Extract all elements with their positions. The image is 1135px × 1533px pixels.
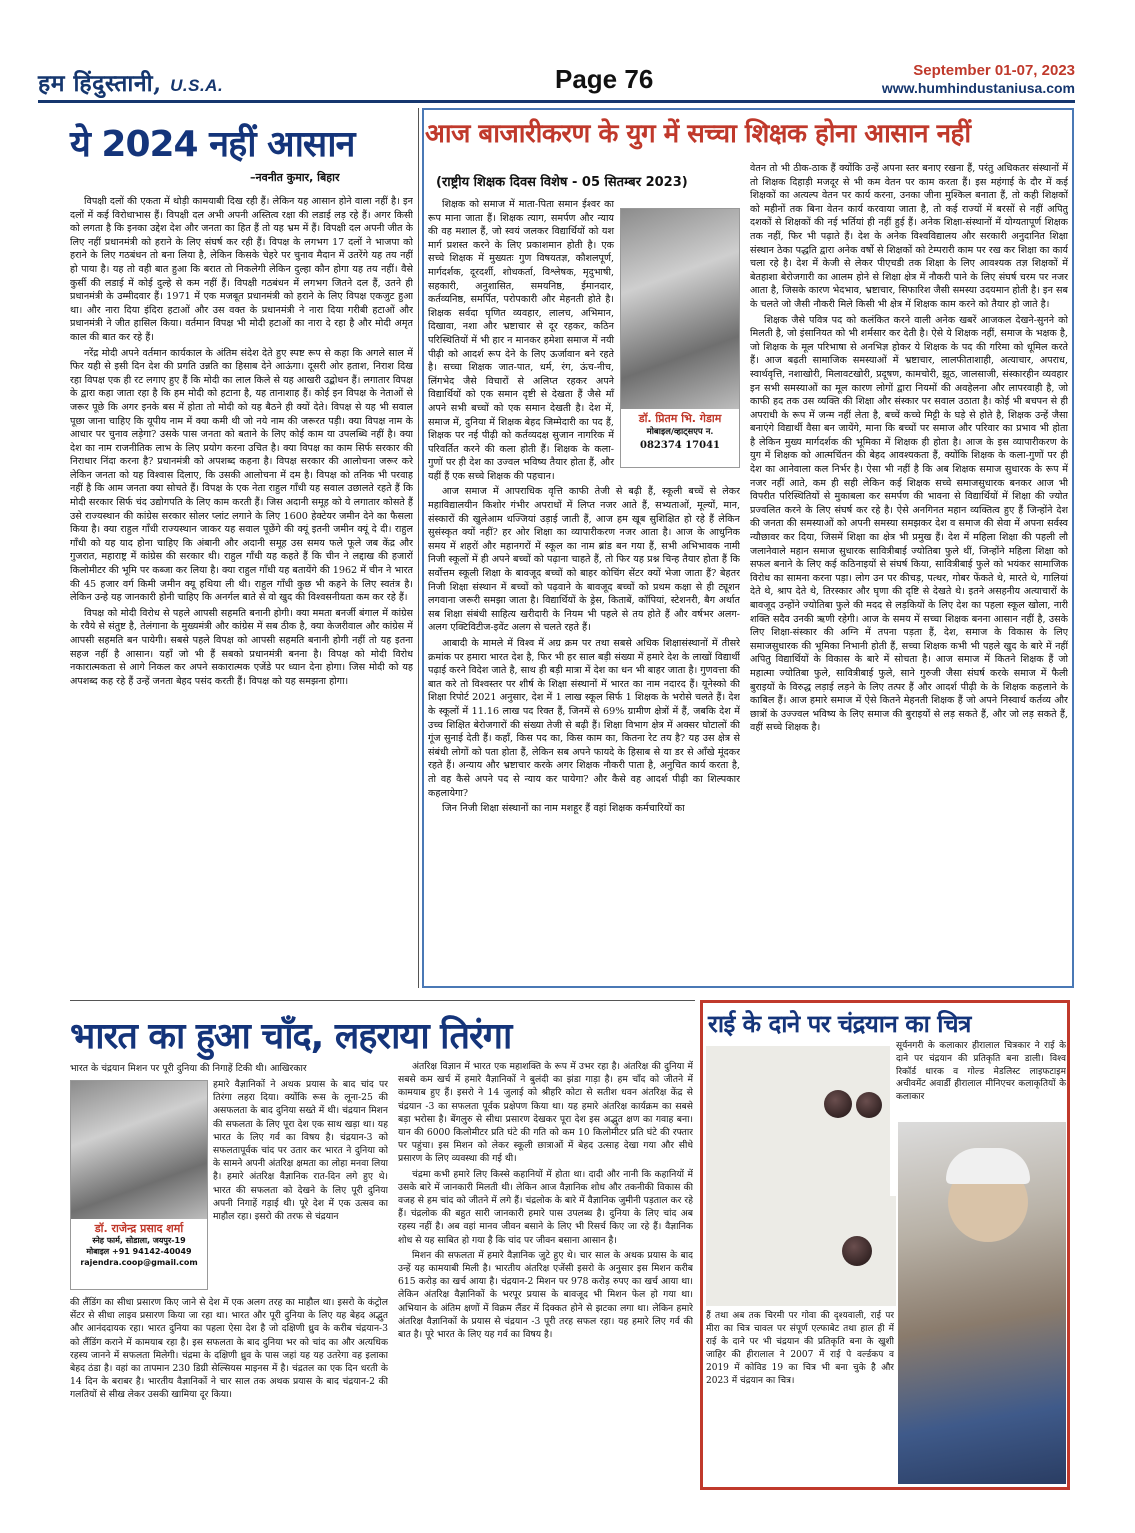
artist-hair xyxy=(946,1148,1030,1184)
author2-mobile: मोबाइल +91 94142-40049 xyxy=(86,1247,192,1256)
column-divider xyxy=(418,108,419,988)
center-article-col1 xyxy=(428,198,740,983)
author2-email[interactable]: rajendra.coop@gmail.com xyxy=(80,1258,198,1267)
newspaper-region: U.S.A. xyxy=(170,76,224,95)
paragraph: विपक्ष को मोदी विरोध से पहले आपसी सहमति बनानी होगी। क्या ममता बनर्जी बंगाल में कांग्रेस के रवैये से संतुष्ट है, तेलंगाना के मुख्यमंत्री और कांग्रेस में सब ठीक है, क्या केजरीवाल और कांग्रेस में आपसी सहमति बन पायेगी। सबसे पहले विपक्ष को आपसी सहमति बनानी होगी नहीं तो यह इतना सहज नहीं है आसान। यहाँ जो भी हैं सबको प्रधानमंत्री बनना है। विपक्ष को मोदी विरोध नकारात्मकता से आगे निकल कर अपने सकारात्मक एजेंडे पर ध्यान देना होगा। जिस मोदी को यह अपशब्द कह रहे हैं उन्हें जनता बेहद पसंद करती हैं। विपक्ष को यह समझना होगा। xyxy=(70,607,413,687)
right-article-headline: राई के दाने पर चंद्रयान का चित्र xyxy=(708,1010,971,1038)
paragraph: नरेंद्र मोदी अपने वर्तमान कार्यकाल के अंतिम संदेश देते हुए स्पष्ट रूप से कहा कि अगले साल में फिर यही से इसी दिन देश की प्रगति उन्नति का हिसाब देने आऊंगा। दूसरी ओर हताश, निराश दिख रहा विपक्ष एक ही रट लगाए हुए हैं कि मोदी का लाल किले से यह आखरी उद्बोधन हैं। लगातार विपक्ष के द्वारा कहा जाता रहा है कि हम मोदी को हटाना है, यह तानाशाह हैं। कोई इन विपक्ष के नेताओं से जरूर पूछे कि अगर इनके बस में होता तो मोदी को यह बैठने ही क्यों देते। विपक्ष से यह भी सवाल पूछा जाना चाहिए कि यूपीय नाम में क्या कमी थी जो नये नाम की जरूरत पड़ी। क्या विपक्ष नाम के आधार पर चुनाव लड़ेगा? उसके पास जनता को बताने के लिए कोई काम या उपलब्धि नहीं है। क्या देश का नाम राजनीतिक लाभ के लिए प्रयोग करना उचित है। क्या विपक्ष का काम सिर्फ सरकार की निराधार निंदा करना है? प्रधानमंत्री को अपशब्द कहना है। विपक्ष सरकार की आलोचना जरूर करे लेकिन जनता को यह विश्वास दिलाए, कि उसकी आलोचना में दम है। विपक्ष को तनिक भी परवाह नहीं है कि आम जनता क्या सोचते हैं। विपक्ष के एक नेता राहुल गाँधी यह सवाल उछालते रहते हैं कि मोदी सरकार सिर्फ चंद उद्योगपति के लिए काम करती हैं। जिस अदानी समूह को ये लगातार कोसते हैं उसे राज्यस्थान की कांग्रेस सरकार सोलर प्लांट लगाने के लिए 1600 हेक्टेयर जमीन देने का फैसला किया है। क्या राहुल गाँधी राज्यस्थान जाकर यह सवाल पूछेंगे की क्यूं इतनी जमीन क्यूं दे दी। राहुल गाँधी को यह याद होना चाहिए कि अंबानी और अदानी समूह उस समय फले फूले जब केंद्र और गुजरात, महाराष्ट्र में कांग्रेस की सरकार थी। राहुल गाँधी यह कहते हैं कि चीन ने लद्दाख की हजारों किलोमीटर की भूमि पर कब्जा कर लिया है। क्या राहुल गाँधी यह बतायेंगे की 1962 में चीन ने भारत की 45 हजार वर्ग किमी जमीन क्यू हथिया ली थी। राहुल गाँधी कुछ भी कहने के लिए स्वतंत्र है। लेकिन उन्हे यह जानकारी होनी चाहिए कि अनर्गल बाते से वो खुद की विश्वसनीयता कम कर रहे हैं। xyxy=(70,347,413,604)
paragraph: जिन निजी शिक्षा संस्थानों का नाम मशहूर हैं वहां शिक्षक कर्मचारियों का xyxy=(442,803,685,815)
artist-photo xyxy=(898,1122,1066,1484)
author-caption xyxy=(621,409,739,453)
left-article-byline: –नवनीत कुमार, बिहार xyxy=(250,171,340,184)
bottom-article-col1-side: हमारे वैज्ञानिकों ने अथक प्रयास के बाद चांद पर तिरंगा लहरा दिया। क्योंकि रूस के लूना-25 की असफलता के बाद दुनिया सख्ते में थी। चंद्रयान मिशन की सफलता के लिए पूरा देश एक साथ खड़ा था। यह भारत के लिए गर्व का विषय है। चंद्रयान-3 को सफलतापूर्वक चांद पर उतार कर भारत ने दुनिया को के सामने अपनी अंतरिक्ष क्षमता का लोहा मनवा लिया है। हमारे अंतरिक्ष वैज्ञानिक रात-दिन लगे हुए थे। भारत की सफलता को देखने के लिए पूरी दुनिया अपनी निगाहें गड़ाई थी। पूरे देश में एक उत्सव का माहौल रहा। इसरो की तरफ से चंद्रयान xyxy=(213,1079,388,1223)
author-contact-label: मोबाइल/व्हाट्सएप न. xyxy=(646,426,714,437)
mustard-seed-icon xyxy=(842,1236,872,1266)
paragraph: आबादी के मामले में विश्व में अग्र क्रम पर तथा सबसे अधिक शिक्षासंस्थानों में तीसरे क्रमांक पर हमारा भारत देश है, फिर भी हर साल बड़ी संख्या में हमारे देश के लाखों विद्यार्थी पढ़ाई करने विदेश जाते है, साथ ही बड़ी मात्रा में देश का धन भी बाहर जाता है। गुणवत्ता की बात करे तो विश्वस्तर पर शीर्ष के शिक्षा संस्थानों में भारत का नाम नदारद हैं। यूनेस्को की शिक्षा रिपोर्ट 2021 अनुसार, देश में 1 लाख स्कूल सिर्फ 1 शिक्षक के भरोसे चलते हैं। देश के स्कूलों में 11.16 लाख पद रिक्त हैं, जिनमें से 69% ग्रामीण क्षेत्रों में हैं, जबकि देश में उच्च शिक्षित बेरोजगारों की संख्या तेजी से बढ़ी हैं। शिक्षा विभाग क्षेत्र में अक्सर घोटालों की गूंज सुनाई देती हैं। कहाँ, किस पद का, किस काम का, कितना रेट तय है? यह उस क्षेत्र से संबंधी लोगों को पता होता हैं, लेकिन सब अपने फायदे के हिसाब से या डर से आँखे मूंदकर रहते हैं। अन्याय और भ्रष्टाचार करके अगर शिक्षक नौकरी पाता है, अनुचित कार्य करता है, तो वह कैसे अपने पद से न्याय कर पायेगा? और कैसे वह आदर्श पीढ़ी का शिल्पकार कहलायेगा? xyxy=(428,638,740,799)
paragraph: वेतन तो भी ठीक-ठाक हैं क्योंकि उन्हें अपना स्तर बनाए रखना हैं, परंतु अधिकतर संस्थानों में तो शिक्षक दिहाड़ी मजदूर से भी कम वेतन पर काम करता हैं। इस महंगाई के दौर में कई शिक्षकों का अत्यल्प वेतन पर कार्य करना, उनका जीना मुश्किल बनाता हैं, तो कही शिक्षकों को महीनों तक बिना वेतन कार्य करवाया जाता है, तो कई राज्यों में बरसों से नहीं अपितु दशकों से शिक्षकों की नई भर्तियां ही नहीं हुई हैं। अनेक शिक्षा-संस्थानों में योग्यतापूर्ण शिक्षक तक नहीं, फिर भी पढ़ाते हैं। देश के अनेक विश्वविद्यालय और सरकारी अनुदानित शिक्षा संस्थान ठेका पद्धति द्वारा अनेक वर्षो से शिक्षकों को टेम्परारी काम पर रख कर शिक्षा का कार्य चला रहे है। देश में केजी से लेकर पीएचडी तक शिक्षा के लिए आवश्यक तज्ञ शिक्षकों में बेतहाशा बेरोजगारी का आलम होने से शिक्षा क्षेत्र में नौकरी पाने के लिए संघर्ष चरम पर नजर आता है, जिसके कारण भेदभाव, भ्रष्टाचार, सिफारिश जैसी समस्या उदयमान होती है। इन सब के चलते जो जैसी नौकरी मिले किसी भी क्षेत्र में शिक्षक काम करने को तैयार हो जाते है। xyxy=(750,163,1068,310)
masthead-rule xyxy=(38,100,1075,103)
page-number: Page 76 xyxy=(555,64,654,94)
author2-address: स्नेह फार्म, सोडाला, जयपुर-19 xyxy=(92,1236,186,1245)
bottom-article-col1-below: की लैंडिंग का सीधा प्रसारण किए जाने से देश में एक अलग तरह का माहौल था। इसरो के कंट्रोल सेंटर से सीधा लाइव प्रसारण किया जा रहा था। भारत और पूरी दुनिया के लिए यह बेहद अद्भुत और आनंददायक रहा। भारत दुनिया का पहला ऐसा देश है जो दक्षिणी ध्रुव के करीब चंद्रयान-3 को लैंडिंग कराने में कामयाब रहा है। इस सफलता के बाद दुनिया भर को चांद का और अत्यधिक रहस्य जानने में सफलता मिलेगी। चंद्रमा के दक्षिणी ध्रुव के पास जहां यह यह उतरेगा वह इलाका बेहद ठंडा है। वहां का तापमान 230 डिग्री सेल्सियस माइनस में है। चंद्रतल का एक दिन धरती के 14 दिन के बराबर है। भारतीय वैज्ञानिकों ने चार साल तक अथक प्रयास के बाद चंद्रयान-2 की गलतियों से सीख लेकर उसकी खामिया दूर किया। xyxy=(70,1297,388,1401)
paragraph: आज समाज में आपराधिक वृत्ति काफी तेजी से बढ़ी हैं, स्कूली बच्चें से लेकर महाविद्यालयीन किशोर गंभीर अपराधों में लिप्त नजर आते हैं, सभ्यताओं, मूल्यों, मान, संस्कारों की खुलेआम धज्जियां उड़ाई जाती हैं, आज हम खूब सुशिक्षित हो रहे हैं लेकिन सुसंस्कृत क्यों नहीं? हर ओर शिक्षा का व्यापारीकरण नजर आता है। आज के आधुनिक समय में शहरों और महानगरों में स्कूल का नाम ब्रांड बन गया हैं, सभी अभिभावक नामी निजी स्कूलों में ही अपने बच्चों को पढ़ाना चाहते हैं, तो फिर यह प्रश्न चिन्ह तैयार होता हैं कि सर्वोत्तम स्कूली शिक्षा के बावजूद बच्चों को बाहर कोचिंग सेंटर क्यों भेजा जाता हैं? बेहतर निजी शिक्षा संस्थान में बच्चों को पढ़वाने के बावजूद बच्चों को प्रथम कक्षा से ही ट्यूशन लगवाना जरूरी समझा जाता है। विद्यार्थियों के ड्रेस, किताबें, कॉपियां, स्टेशनरी, बैग अर्थात सब शिक्षा संबंधी साहित्य खरीदारी के नियम भी पहले से तय होते हैं और वर्षभर अलग-अलग एक्टिविटीज-इवेंट अलग से चलते रहते हैं। xyxy=(428,486,740,634)
bottom-article-headline: भारत का हुआ चाँद, लहराया तिरंगा xyxy=(70,1016,512,1057)
paragraph: शिक्षक को समाज में माता-पिता समान ईश्वर का रूप माना जाता हैं। शिक्षक त्याग, समर्पण और न्याय की वह मशाल हैं, जो स्वयं जलकर विद्यार्थियों को यश मार्ग प्रशस्त करने के लिए प्रकाशमान होती है। एक सच्चे शिक्षक में मुख्यतः गुण विषयतज्ञ, कौशलपूर्ण, मार्गदर्शक, दूरदर्शी, शोधकर्ता, विश्लेषक, मृदुभाषी, सहकारी, अनुशासित, समयनिष्ठ, ईमानदार, कर्तव्यनिष्ठ, समर्पित, परोपकारी और मेहनती होते है। शिक्षक सर्वदा घृणित व्यवहार, लालच, अभिमान, दिखावा, नशा और भ्रष्टाचार से दूर रहकर, कठिन परिस्थितियों में भी हार न मानकर हमेशा समाज में नयी पीढ़ी को आदर्श रूप देने के लिए ऊर्जावान बने रहते है। सच्चा शिक्षक जात-पात, धर्म, रंग, ऊंच-नीच, लिंगभेद जैसे विचारों से अलिप्त रहकर अपने विद्यार्थियों को एक समान दृष्टी से देखता हैं जैसे माँ अपने सभी बच्चों को एक समान देखती है। देश में, समाज में, दुनिया में शिक्षक बेहद जिम्मेदारी का पद हैं, शिक्षक पर नई पीढ़ी को कर्तव्यदक्ष सुजान नागरिक में परिवर्तित करने की कला होती हैं। शिक्षक के कला-गुणों पर ही देश का उज्वल भविष्य तैयार होता हैं, और यहीं हैं एक सच्चे शिक्षक की पहचान। xyxy=(428,199,614,482)
paragraph: विपक्षी दलों की एकता में थोड़ी कामयाबी दिख रही हैं। लेकिन यह आसान होने वाला नहीं है। इन दलों में कई विरोधाभास हैं। विपक्षी दल अभी अपनी अस्तित्व रक्षा की लडाई लड़ रहे हैं। अगर किसी को लगता है कि इनका उद्देश देश और जनता का हित हैं तो यह भ्रम में हैं। विपक्षी दल अपनी जीत के लिए नहीं प्रधानमंत्री को हराने के लिए संघर्ष कर रही हैं। विपक्ष के लगभग 17 दलों ने भाजपा को हराने के लिए गठबंधन तो बना लिया है, लेकिन किसके चेहरे पर चुनाव मैदान में उतरेंगे यह तय नहीं हो पाया है। यह तो वही बात हुआ कि बरात तो निकलेगी लेकिन दुल्हा कौन होगा यह तय नहीं। वैसे कुर्सी की लडाई में कोई दुल्हे से कम नहीं हैं। विपक्षी गठबंधन में लगभग जितने दल हैं, उतने ही प्रधानमंत्री के उम्मीदवार हैं। 1971 में एक मजबूत प्रधानमंत्री को हराने के लिए विपक्ष एकजुट हुआ था। और नारा दिया इंदिरा हटाओं और उस वक्त के प्रधानमंत्री ने नारा दिया गरीबी हटाओं और प्रधानमंत्री ने जीत हासिल किया। वर्तमान विपक्ष भी मोदी हटाओं का नारा दे रहा है और मोदी अमृत काल की बात कर रहे हैं। xyxy=(70,196,413,343)
author-phone: 082374 17041 xyxy=(639,440,721,452)
seed-photo xyxy=(706,1046,890,1196)
website-link[interactable]: www.humhindustaniusa.com xyxy=(881,80,1075,96)
mustard-seed-icon xyxy=(856,1092,882,1118)
bottom-article-lead: भारत के चंद्रयान मिशन पर पूरी दुनिया की निगाहें टिकी थी। आखिरकार xyxy=(70,1063,307,1074)
section-divider xyxy=(70,1000,695,1001)
paragraph: चंद्रमा कभी हमारे लिए किस्से कहानियों में होता था। दादी और नानी कि कहानियों में उसके बारे में जानकारी मिलती थी। लेकिन आज वैज्ञानिक शोध और तकनीकी विकास की वजह से हम चांद को जीतने में लगे हैं। चंद्रलोक के बारे में वैज्ञानिक जुमीनी पड़ताल कर रहे हैं। चंद्रलोक की बहुत सारी जानकारी हमारे पास उपलब्ध है। दुनिया के लिए चांद अब रहस्य नहीं है। अब वहां मानव जीवन बसाने के लिए भी रिसर्च किए जा रहे हैं। वैज्ञानिक शोध से यह साबित हो गया है कि चांद पर जीवन बसाना आसान है। xyxy=(398,1168,693,1246)
author-photo-frame xyxy=(620,208,740,468)
author2-caption xyxy=(71,1219,207,1268)
author2-photo xyxy=(71,1081,207,1219)
center-article-subhead: (राष्ट्रीय शिक्षक दिवस विशेष - 05 सितम्बर 2023) xyxy=(436,175,688,190)
issue-date: September 01-07, 2023 xyxy=(913,62,1075,79)
left-article-body xyxy=(70,195,413,985)
author2-name: डॉ. राजेन्द्र प्रसाद शर्मा xyxy=(94,1222,184,1235)
author2-photo-frame xyxy=(70,1080,208,1290)
author-photo xyxy=(621,209,739,409)
paragraph: शिक्षक जैसे पवित्र पद को कलंकित करने वाली अनेक खबरें आजकल देखने-सुनने को मिलती है, जो इंसानियत को भी शर्मसार कर देती है। ऐसे ये शिक्षक नहीं, समाज के भक्षक है, जो शिक्षक के मूल परिभाषा से अनभिज्ञ होकर ये शिक्षक के पद की गरिमा को धूमिल करते हैं। आज बढ़ती सामाजिक समस्याओं में भ्रष्टाचार, लालफीताशाही, अत्याचार, अपराध, स्वार्थवृत्ति, नशाखोरी, मिलावटखोरी, प्रदूषण, कामचोरी, झूठ, जालसाजी, संस्कारहीन व्यवहार इन सभी समस्याओं का मूल कारण लोगों द्वारा नियमों की अवहेलना और लापरवाही है, जो काफी हद तक उस व्यक्ति की शिक्षा और संस्कार पर सवाल उठाता है। कोई भी बचपन से ही अपराधी के रूप में जन्म नहीं लेता है, बच्चें कच्चे मिट्टी के घड़े से होते है, शिक्षक उन्हें जैसा बनाएंगे विद्यार्थी वैसा बन जायेंगे, माना कि बच्चों पर समाज और परिवार का प्रभाव भी होता है लेकिन मुख्य मार्गदर्शक की भूमिका में शिक्षक ही होता है। आज के इस व्यापारीकरण के युग में शिक्षक को आत्मचिंतन की बेहद आवश्यकता हैं, क्योंकि शिक्षक के कला-गुणों पर ही देश का आनेवाला कल निर्भर है। ऐसा भी नहीं है कि अब शिक्षक समाज सुधारक के रूप में नजर नहीं आते, कम ही सही लेकिन कई शिक्षक सच्चे समाजसुधारक बनकर आज भी विपरीत परिस्थितियों से मुकाबला कर समर्पण की भावना से विद्यार्थियों में शिक्षा की ज्योत प्रज्वलित करने के लिए संघर्ष कर रहे है। ऐसे अनगिनत महान व्यक्तित्व हुए हैं जिन्होंने देश की जनता की समस्याओं को अपनी समस्या समझकर देश व समाज की सेवा में अपना सर्वस्व न्यौछावर कर दिया, जिसमें शिक्षा का क्षेत्र भी प्रमुख हैं। देश में महिला शिक्षा की पहली लौ जलानेवाले महान समाज सुधारक सावित्रीबाई ज्योतिबा फुले थीं, जिन्होंने महिला शिक्षा को सफल बनाने के लिए कई कठिनाइयों से संघर्ष किया, सावित्रीबाई फुले को भयंकर सामाजिक विरोध का सामना करना पड़ा। लोग उन पर कीचड़, पत्थर, गोबर फेंकते थे, मारते थे, गालियां देते थे, श्राप देते थे, तिरस्कार और घृणा की दृष्टि से देखते थे। इतने असहनीय अत्याचारों के बावजूद उन्होंने ज्योतिबा फुले की मदद से लड़कियों के लिए देश का पहला स्कूल खोला, नारी शक्ति सदैव उनकी ऋणी रहेगी। आज के समय में सच्चा शिक्षक बनना आसान नहीं है, उसके लिए शिक्षा-संस्कार की अग्नि में तपना पड़ता हैं, देश, समाज के विकास के लिए समाजसुधारक की भूमिका निभानी होती हैं, सच्चा शिक्षक कभी भी पहले खुद के बारे में नहीं अपितु विद्यार्थियों के विकास के बारे में सोचता है। आज समाज में कितने शिक्षक हैं जो महात्मा ज्योतिबा फुले, सावित्रीबाई फुले, साने गुरुजी जैसा संघर्ष करके समाज में फैली बुराइयों के विरुद्ध लड़ाई लड़ने के लिए तत्पर हैं और आदर्श पीढ़ी के के शिक्षक कहलाने के काबिल हैं। आज हमारे समाज में ऐसे कितने मेहनती शिक्षक हैं जो अपने निस्वार्थ कर्तव्य और छात्रों के उज्ज्वल भविष्य के लिए समाज की बुराइयों से लड़ सकते हैं, और जो लड़ सकते हैं, वहीं सच्चे शिक्षक है। xyxy=(750,314,1068,734)
bottom-article-col2 xyxy=(398,1060,693,1490)
masthead-title xyxy=(38,66,223,98)
paragraph: मिशन की सफलता में हमारे वैज्ञानिक जुटे हुए थे। चार साल के अथक प्रयास के बाद उन्हें यह कामयाबी मिली है। भारतीय अंतरिक्ष एजेंसी इसरो के अनुसार इस मिशन करीब 615 करोड़ का खर्च आया है। चंद्रयान-2 मिशन पर 978 करोड़ रुपए का खर्च आया था। लेकिन अंतरिक्ष वैज्ञानिकों के भरपूर प्रयास के बावजूद भी मिशन फेल हो गया था। अभियान के अंतिम क्षणों में विक्रम लैंडर में दिक्कत होने से झटका लगा था। लेकिन हमारे अंतरिक्ष वैज्ञानिकों के प्रयास से चंद्रयान -3 पूरी तरह सफल रहा। यह हमारे लिए गर्व की बात है। पूरे भारत के लिए यह गर्व का विषय है। xyxy=(398,1249,693,1341)
center-article-col2 xyxy=(750,162,1068,982)
paragraph: अंतरिक्ष विज्ञान में भारत एक महाशक्ति के रूप में उभर रहा है। अंतरिक्ष की दुनिया में सबसे कम खर्च में हमारे वैज्ञानिकों ने बुलंदी का झंडा गाड़ा है। हम चाँद को जीतने में कामयाब हुए हैं। इसरो ने 14 जुलाई को श्रीहरि कोटा से सतीश धवन अंतरिक्ष केंद्र से चंद्रयान -3 का सफलता पूर्वक प्रक्षेपण किया था। यह हमारे अंतरिक्ष कार्यक्रम का सबसे बड़ा भरोसा है। बेंगलुरु से सीधा प्रसारण देखकर पूरा देश इस अद्भुत क्षण का गवाह बना। यान की 6000 किलोमीटर प्रति घंटे की गति को कम 10 किलोमीटर प्रति घंटे की रफ्तार पर पहुंचा। इस मिशन को लेकर स्कूली छात्राओं में बेहद उत्साह देखा गया और सीधे प्रसारण के लिए व्यवस्था की गई थी। xyxy=(398,1061,693,1165)
right-article-caption: हैं तथा अब तक चिरमी पर गोवा की दृश्यवाली, राई पर मीरा का चित्र चावल पर संपूर्ण एल्फाबेट तथा हाल ही में राई के दाने पर भी चंद्रयान की प्रतिकृति बना के खुशी जाहिर की हीरालाल ने 2007 में राई पे वर्ल्डकप व 2019 में कोविड 19 का चित्र भी बना चुके है और 2023 में चंद्रयान का चित्र। xyxy=(706,1311,894,1386)
author-name: डॉ. प्रितम भि. गेडाम xyxy=(638,412,722,425)
newspaper-name: हम हिंदुस्तानी, xyxy=(38,70,162,97)
mustard-seed-icon xyxy=(824,1090,852,1118)
center-article-headline: आज बाजारीकरण के युग में सच्चा शिक्षक होना आसान नहीं xyxy=(425,119,971,149)
left-article-headline: ये 2024 नहीं आसान xyxy=(70,124,355,165)
seed-photo-lower xyxy=(706,1196,896,1306)
right-article-intro: सूर्यनगरी के कलाकार हीरालाल चित्रकार ने राई के दाने पर चंद्रयान की प्रतिकृति बना डाली। विश्व रिकॉर्ड धारक व गोल्ड मेडलिस्ट लाइफटाइम अचीवमेंट अवार्डी हीरालाल मीनिएचर कलाकृतियों के कलाकार xyxy=(896,1041,1066,1103)
